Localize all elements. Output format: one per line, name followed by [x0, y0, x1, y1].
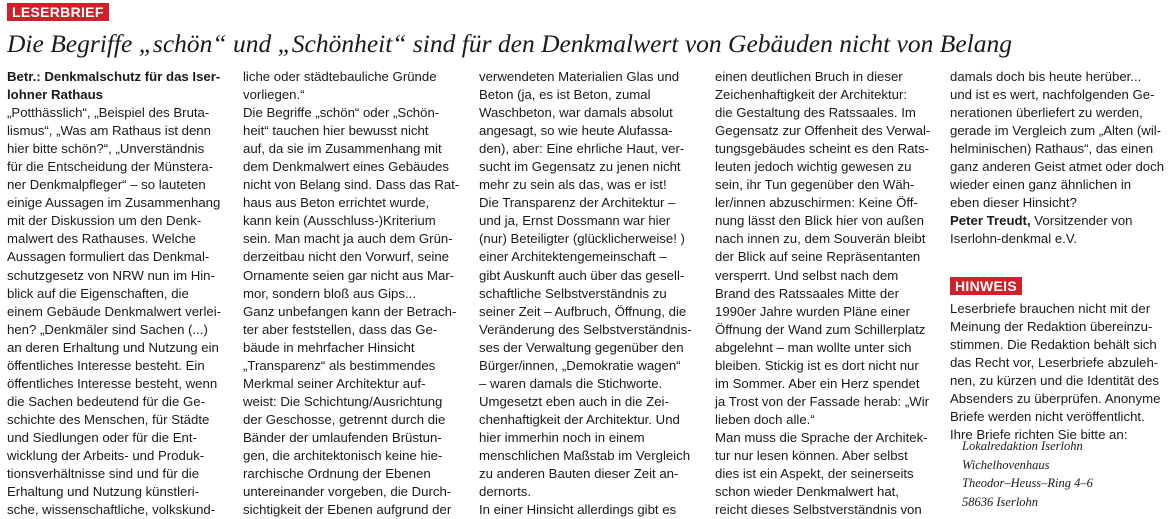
- hinweis-text: [950, 300, 1175, 444]
- author-role: Vorsitzender von: [1030, 213, 1133, 229]
- text-line: nerationen überliefert zu werden,: [950, 105, 1143, 121]
- text-line: sein. Man macht ja auch dem Grün-: [243, 231, 453, 247]
- text-line: abgelehnt – man wollte unter sich: [715, 339, 912, 355]
- text-line: Theodor–Heuss–Ring 4–6: [962, 476, 1093, 490]
- text-line: schichte des Menschen, für Städte: [7, 411, 210, 427]
- text-line: bleiben. Stickig ist es dort nicht nur: [715, 357, 919, 373]
- text-line: Öffnung der Wand zum Schillerplatz: [715, 321, 926, 337]
- text-line: die Sachen bedeutend für die Ge-: [7, 393, 205, 409]
- text-line: gerade im Vergleich zum „Alten (wil-: [950, 123, 1162, 139]
- text-line: ses der Verwaltung gegenüber den: [479, 339, 684, 355]
- text-line: Beton (ja, es ist Beton, zumal: [479, 87, 651, 103]
- text-line: Absenders zu überprüfen. Anonyme: [950, 391, 1161, 407]
- text-line: rarchische Ordnung der Ebenen: [243, 466, 431, 482]
- text-line: und ist es wert, nachfolgenden Ge-: [950, 87, 1155, 103]
- text-line: auf, da sie im Zusammenhang mit: [243, 141, 442, 157]
- text-line: menschlichen Maßstab im Vergleich: [479, 447, 691, 463]
- text-line: ter aber feststellen, dass das Ge-: [243, 321, 438, 337]
- text-line: 1990er Jahre wurden Pläne einer: [715, 303, 911, 319]
- text-line: Waschbeton, war damals absolut: [479, 105, 673, 121]
- text-line: und Siedlungen oder für die Ent-: [7, 429, 197, 445]
- text-line: damals doch bis heute herüber...: [950, 69, 1142, 84]
- text-line: einem Gebäude Denkmalwert verlei-: [7, 303, 222, 319]
- text-line: tur nur lesen können. Aber selbst: [715, 447, 908, 463]
- text-line: Ganz unbefangen kann der Betrach-: [243, 303, 457, 319]
- text-line: gibt Auskunft auch über das gesell-: [479, 267, 685, 283]
- text-line: liche oder städtebauliche Gründe: [243, 69, 437, 84]
- text-line: dies ist ein Aspekt, der seinerseits: [715, 466, 914, 482]
- text-line: der Blick auf seine Repräsentanten: [715, 249, 921, 265]
- text-line: mit der Diskussion um den Denk-: [7, 213, 202, 229]
- text-line: öffentliches Interesse besteht. Ein: [7, 357, 205, 373]
- text-line: sein, ihr Tun gegenüber den Wäh-: [715, 177, 915, 193]
- article-column-4: [715, 68, 940, 519]
- text-line: Lokalredaktion Iserlohn: [962, 439, 1083, 453]
- text-line: sucht im Gegensatz zu jenen nicht: [479, 159, 681, 175]
- text-line: einige Aussagen im Zusammenhang: [7, 195, 221, 211]
- text-line: stimmen. Die Redaktion behält sich: [950, 337, 1157, 353]
- text-line: tionsverhältnisse sind und für die: [7, 466, 200, 482]
- text-line: an deren Erhaltung und Nutzung ein: [7, 339, 219, 355]
- text-line: kann kein (Ausschluss-)Kriterium: [243, 213, 436, 229]
- text-line: 58636 Iserlohn: [962, 494, 1039, 509]
- hinweis-kicker: HINWEIS: [950, 277, 1022, 295]
- text-line: malwert des Rathauses. Welche: [7, 231, 196, 247]
- text-line: – waren damals die Stichworte.: [479, 375, 663, 391]
- text-line: für die Entscheidung der Münstera-: [7, 159, 213, 175]
- text-line: mor, sondern bloß aus Gips...: [243, 285, 416, 301]
- author-line: [950, 212, 1175, 230]
- text-line: reicht dieses Selbstverständnis von: [715, 502, 922, 518]
- text-line: Umgesetzt eben auch in die Zei-: [479, 393, 669, 409]
- author-name: Peter Treudt,: [950, 213, 1031, 229]
- text-line: In einer Hinsicht allerdings gibt es: [479, 502, 677, 518]
- text-line: versperrt. Und selbst nach dem: [715, 267, 899, 283]
- text-line: „Potthässlich“, „Beispiel des Bruta-: [7, 105, 210, 121]
- text-line: Die Begriffe „schön“ oder „Schön-: [243, 105, 440, 121]
- text-line: nen, zu kürzen und die Identität des: [950, 373, 1159, 389]
- text-line: nung lässt den Blick hier von außen: [715, 213, 924, 229]
- editorial-address: [962, 437, 1093, 511]
- text-line: lismus“, „Was am Rathaus ist denn: [7, 123, 211, 139]
- text-line: wieder einen ganz ähnlichen in: [950, 177, 1132, 193]
- text-line: zu anderen Bauten dieser Zeit an-: [479, 466, 679, 482]
- text-line: sche, wissenschaftliche, volkskund-: [7, 502, 216, 518]
- text-line: heit“ tauchen hier bewusst nicht: [243, 123, 429, 139]
- text-line: einer Architektengemeinschaft –: [479, 249, 667, 265]
- text-line: dem Denkmalwert eines Gebäudes: [243, 159, 449, 175]
- text-line: der Geschosse, getrennt durch die: [243, 411, 446, 427]
- text-line: gen, die architektonisch keine hie-: [243, 447, 443, 463]
- text-line: weist: Die Schichtung/Ausrichtung: [243, 393, 443, 409]
- article-column-5: [950, 68, 1175, 248]
- text-line: bäude in mehrfacher Hinsicht: [243, 339, 415, 355]
- text-line: tungsgebäudes scheint es den Rats-: [715, 141, 930, 157]
- text-line: (nur) Beteiligter (glücklicherweise! ): [479, 231, 685, 247]
- text-line: lieben doch alle.“: [715, 411, 815, 427]
- text-line: leuten jedoch wichtig gewesen zu: [715, 159, 912, 175]
- article-column-1: [7, 68, 232, 519]
- text-line: Erhaltung und Nutzung künstleri-: [7, 484, 200, 500]
- text-line: hier immerhin noch in einem: [479, 429, 645, 445]
- text-line: Die Transparenz der Architektur –: [479, 195, 676, 211]
- text-line: mehr zu sein als das, was er ist!: [479, 177, 667, 193]
- text-line: Bänder der umlaufenden Brüstun-: [243, 429, 442, 445]
- text-line: Ornamente seien gar nicht aus Mar-: [243, 267, 455, 283]
- text-line: Ihre Briefe richten Sie bitte an:: [950, 427, 1128, 443]
- text-line: vorliegen.“: [243, 87, 305, 103]
- text-line: das Recht vor, Leserbriefe abzuleh-: [950, 355, 1159, 371]
- text-line: ler/innen abzuschirmen: Keine Öff-: [715, 195, 918, 211]
- text-line: im Sommer. Aber ein Herz spendet: [715, 375, 920, 391]
- text-line: wicklung der Arbeits- und Produk-: [7, 447, 205, 463]
- text-line: Brand des Ratssaales Mitte der: [715, 285, 899, 301]
- text-line: derzeitbau nicht den Vorwurf, seine: [243, 249, 449, 265]
- closing-paragraph: [950, 68, 1175, 212]
- text-line: chenhaftigkeit der Architektur. Und: [479, 411, 680, 427]
- article-column-2: [243, 68, 468, 519]
- article-headline: Die Begriffe „schön“ und „Schönheit“ sind für den Denkmalwert von Gebäuden nicht von Belang: [7, 29, 1012, 58]
- text-line: Betr.: Denkmalschutz für das Iser-: [7, 69, 221, 84]
- text-line: angesagt, so wie heute Alufassa-: [479, 123, 673, 139]
- text-line: seiner Zeit – Aufbruch, Öffnung, die: [479, 303, 687, 319]
- text-line: Briefe werden nicht veröffentlicht.: [950, 409, 1145, 425]
- article-column-3: [479, 68, 704, 519]
- text-line: und ja, Ernst Dossmann war hier: [479, 213, 671, 229]
- text-line: blick auf die Eigenschaften, die: [7, 285, 189, 301]
- text-line: nach innen zu, dem Souverän bleibt: [715, 231, 926, 247]
- text-line: verwendeten Materialien Glas und: [479, 69, 680, 84]
- text-line: Merkmal seiner Architektur auf-: [243, 375, 426, 391]
- text-line: sichtigkeit der Ebenen aufgrund der: [243, 502, 452, 518]
- text-line: Wichelhovenhaus: [962, 457, 1050, 472]
- text-line: helminischen) Rathaus“, das einen: [950, 141, 1154, 157]
- text-line: Zeichenhaftigkeit der Architektur:: [715, 87, 908, 103]
- section-kicker: LESERBRIEF: [7, 3, 109, 21]
- text-line: schutzgesetz von NRW nun im Hin-: [7, 267, 215, 283]
- text-line: ner Denkmalpfleger“ – so lauteten: [7, 177, 206, 193]
- text-line: einen deutlichen Bruch in dieser: [715, 69, 903, 84]
- text-line: die Gestaltung des Ratssaales. Im: [715, 105, 916, 121]
- text-line: eben dieser Hinsicht?: [950, 195, 1077, 211]
- text-line: Meinung der Redaktion übereinzu-: [950, 319, 1153, 335]
- text-line: schon wieder Denkmalwert hat,: [715, 484, 899, 500]
- text-line: ganz anderen Geist atmet oder doch: [950, 159, 1165, 175]
- text-line: Man muss die Sprache der Architek-: [715, 429, 928, 445]
- author-organization: Iserlohn-denkmal e.V.: [950, 231, 1078, 247]
- text-line: nicht von Belang sind. Dass das Rat-: [243, 177, 460, 193]
- text-line: hen? „Denkmäler sind Sachen (...): [7, 321, 208, 337]
- text-line: haus aus Beton errichtet wurde,: [243, 195, 430, 211]
- text-line: Leserbriefe brauchen nicht mit der: [950, 301, 1151, 316]
- text-line: hier bitte schön?“, „Unverständnis: [7, 141, 205, 157]
- text-line: ja Trost von der Fassade herab: „Wir: [715, 393, 930, 409]
- text-line: lohner Rathaus: [7, 87, 103, 103]
- text-line: Gegensatz zur Offenheit des Verwal-: [715, 123, 931, 139]
- text-line: untereinander vorgeben, die Durch-: [243, 484, 452, 500]
- text-line: Bürger/innen, „Demokratie wagen“: [479, 357, 681, 373]
- text-line: den), aber: Eine ehrliche Haut, ver-: [479, 141, 685, 157]
- text-line: Aussagen formuliert das Denkmal-: [7, 249, 210, 265]
- text-line: dernorts.: [479, 484, 532, 500]
- text-line: Veränderung des Selbstverständnis-: [479, 321, 692, 337]
- text-line: schaftliche Selbstverständnis zu: [479, 285, 667, 301]
- text-line: „Transparenz“ als bestimmendes: [243, 357, 436, 373]
- text-line: öffentliches Interesse besteht, wenn: [7, 375, 218, 391]
